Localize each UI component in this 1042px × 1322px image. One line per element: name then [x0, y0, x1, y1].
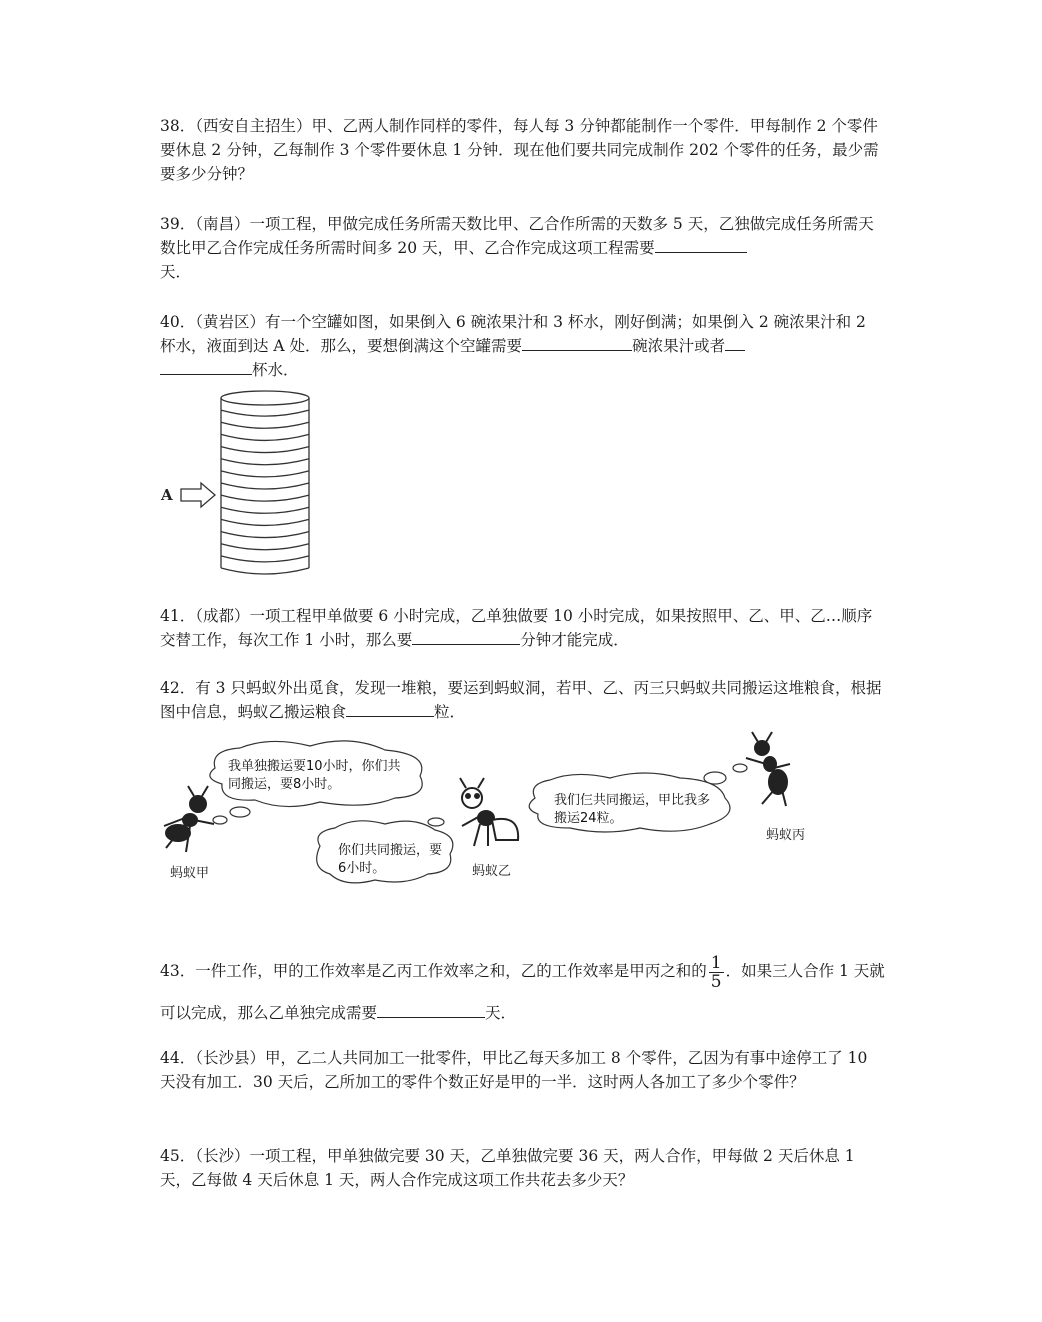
bubble-c-text: 我们仨共同搬运，甲比我多搬运24粒。: [554, 793, 711, 826]
can-outline: [221, 507, 309, 513]
question-42-text: 42．有 3 只蚂蚁外出觅食，发现一堆粮，要运到蚂蚁洞，若甲、乙、丙三只蚂蚁共同搬运这堆粮食，根据图中信息，蚂蚁乙搬运粮食: [160, 679, 882, 721]
answer-blank[interactable]: [160, 358, 252, 375]
can-outline: [221, 483, 309, 489]
answer-blank[interactable]: [725, 334, 745, 351]
question-39: [160, 212, 885, 284]
question-38-text: 38．（西安自主招生）甲、乙两人制作同样的零件，每人每 3 分钟都能制作一个零件．甲每制作 2 个零件要休息 2 分钟，乙每制作 3 个零件要休息 1 分钟．现在他们要共同完成制作 202 个零件的任务，最少需要多少分钟？: [160, 117, 879, 183]
can-outline: [221, 422, 309, 428]
ant-a-label: 蚂蚁甲: [170, 866, 210, 881]
can-outline: [221, 519, 309, 525]
can-outline: [221, 495, 309, 501]
can-outline: [221, 410, 309, 416]
question-42: [160, 676, 885, 724]
question-40-text: 40．（黄岩区）有一个空罐如图，如果倒入 6 碗浓果汁和 3 杯水，刚好倒满；如果倒入 2 碗浓果汁和 2 杯水，液面到达 A 处．那么，要想倒满这个空罐需要: [160, 313, 866, 355]
ant-a-icon: [164, 786, 214, 852]
ant-c-label: 蚂蚁丙: [766, 828, 806, 843]
answer-blank[interactable]: [346, 700, 434, 717]
can-outline: [221, 556, 309, 562]
question-43-mid: ．如果三人合作 1 天就可以完成，那么乙单独完成需要: [160, 962, 885, 1022]
can-outline: [221, 532, 309, 538]
can-drawing: [155, 388, 315, 578]
bubble-a-text: 我单独搬运要10小时，你们共同搬运，要8小时。: [228, 759, 401, 792]
question-41-text: 41．（成都）一项工程甲单做要 6 小时完成，乙单独做要 10 小时完成，如果按照甲、乙、甲、乙…顺序交替工作，每次工作 1 小时，那么要: [160, 607, 873, 649]
bubble-b-text: 你们共同搬运，要6小时。: [338, 843, 443, 876]
fraction: [709, 954, 724, 991]
fraction-numerator: 1: [710, 952, 722, 973]
can-outline: [221, 447, 309, 453]
ant-b-icon: [460, 778, 518, 846]
can-outline: [221, 459, 309, 465]
can-outline: [221, 544, 309, 550]
question-39-text: 39．（南昌）一项工程，甲做完成任务所需天数比甲、乙合作所需的天数多 5 天，乙独做完成任务所需天数比甲乙合作完成任务所需时间多 20 天，甲、乙合作完成这项工程需要: [160, 215, 874, 257]
question-40-unit: 杯水．: [252, 361, 299, 379]
question-43-text: 43．一件工作，甲的工作效率是乙丙工作效率之和，乙的工作效率是甲丙之和的: [160, 962, 707, 980]
question-40: [160, 310, 885, 382]
answer-blank[interactable]: [377, 1001, 485, 1018]
can-outline: [221, 471, 309, 477]
question-39-unit: 天．: [160, 263, 192, 281]
question-38: [160, 114, 885, 186]
answer-blank[interactable]: [655, 236, 747, 253]
question-43-unit: 天．: [485, 1004, 517, 1022]
question-44: [160, 1046, 885, 1094]
answer-blank[interactable]: [522, 334, 632, 351]
question-43: [160, 950, 885, 1034]
question-41-unit: 分钟才能完成．: [520, 631, 629, 649]
ant-c-icon: [746, 732, 790, 806]
ant-figure: [150, 728, 850, 898]
question-42-unit: 粒．: [434, 703, 466, 721]
can-outline: [221, 434, 309, 440]
ant-b-label: 蚂蚁乙: [472, 864, 512, 879]
question-41: [160, 604, 885, 652]
answer-blank[interactable]: [412, 628, 520, 645]
fraction-denominator: 5: [710, 971, 722, 992]
question-45-text: 45．（长沙）一项工程，甲单独做完要 30 天，乙单独做完要 36 天，两人合作，甲每做 2 天后休息 1 天，乙每做 4 天后休息 1 天，两人合作完成这项工作共花去多少天？: [160, 1147, 855, 1189]
question-44-text: 44．（长沙县）甲，乙二人共同加工一批零件，甲比乙每天多加工 8 个零件，乙因为有事中途停工了 10 天没有加工．30 天后，乙所加工的零件个数正好是甲的一半．这时两人各加工了多少个零件？: [160, 1049, 868, 1091]
question-40-mid: 碗浓果汁或者: [632, 337, 726, 355]
arrow-icon: [181, 483, 215, 507]
question-45: [160, 1144, 885, 1192]
can-figure: [155, 388, 315, 578]
can-outline: [221, 391, 309, 405]
can-marker-label: A: [161, 486, 173, 504]
can-outline: [221, 568, 309, 574]
